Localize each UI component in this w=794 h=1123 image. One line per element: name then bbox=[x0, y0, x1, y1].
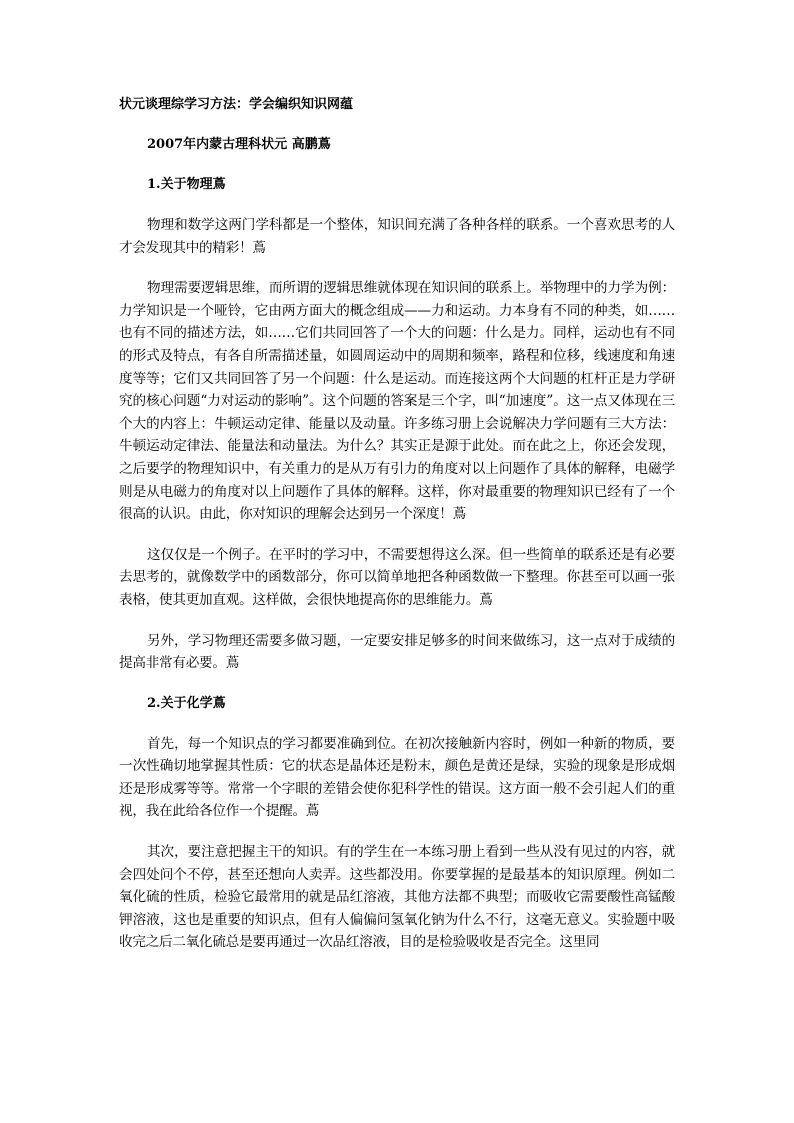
physics-paragraph-2: 物理需要逻辑思维，而所谓的逻辑思维就体现在知识间的联系上。举物理中的力学为例：力学知识是一个哑铃，它由两方面大的概念组成——力和运动。力本身有不同的种类，如……也有不同的描述方法，如……它们共同回答了一个大的问题：什么是力。同样，运动也有不同的形式及特点，有各自所需描述量，如圆周运动中的周期和频率，路程和位移，线速度和角速度等等；它们又共同回答了另一个问题：什么是运动。而连接这两个大问题的杠杆正是力学研究的核心问题“力对运动的影响”。这个问题的答案是三个字，叫“加速度”。这一点又体现在三个大的内容上：牛顿运动定律、能量以及动量。许多练习册上会说解决力学问题有三大方法：牛顿运动定律法、能量法和动量法。为什么？其实正是源于此处。而在此之上，你还会发现，之后要学的物理知识中，有关重力的是从万有引力的角度对以上问题作了具体的解释，电磁学则是从电磁力的角度对以上问题作了具体的解释。这样，你对最重要的物理知识已经有了一个很高的认识。由此，你对知识的理解会达到另一个深度！蔦 bbox=[119, 280, 675, 523]
physics-paragraph-1: 物理和数学这两门学科都是一个整体，知识间充满了各种各样的联系。一个喜欢思考的人才会发现其中的精彩！蔦 bbox=[119, 217, 675, 256]
section-heading-physics: 1.关于物理蔦 bbox=[147, 177, 226, 192]
document-page bbox=[119, 94, 675, 972]
chemistry-paragraph-1: 首先，每一个知识点的学习都要准确到位。在初次接触新内容时，例如一种新的物质，要一次性确切地掌握其性质：它的状态是晶体还是粉末，颜色是黄还是绿，实验的现象是形成烟还是形成雾等等。常常一个字眼的差错会使你犯科学性的错误。这方面一般不会引起人们的重视，我在此给各位作一个提醒。蔦 bbox=[119, 735, 675, 820]
author-line: 2007年内蒙古理科状元 高鹏蔦 bbox=[147, 137, 331, 152]
chemistry-paragraph-2: 其次，要注意把握主干的知识。有的学生在一本练习册上看到一些从没有见过的内容，就会四处问个不停，甚至还想向人卖弄。这些都没用。你要掌握的是最基本的知识原理。例如二氧化硫的性质，检验它最常用的就是品红溶液，其他方法都不典型；而吸收它需要酸性高锰酸钾溶液，这也是重要的知识点，但有人偏偏问氢氧化钠为什么不行，这毫无意义。实验题中吸收完之后二氧化硫总是要再通过一次品红溶液，目的是检验吸收是否完全。这里同 bbox=[119, 844, 675, 951]
document-title: 状元谈理综学习方法：学会编织知识网蕴 bbox=[119, 97, 354, 112]
physics-paragraph-3: 这仅仅是一个例子。在平时的学习中，不需要想得这么深。但一些简单的联系还是有必要去思考的，就像数学中的函数部分，你可以简单地把各种函数做一下整理。你甚至可以画一张表格，使其更加直观。这样做，会很快地提高你的思维能力。蔦 bbox=[119, 546, 675, 608]
section-heading-chemistry: 2.关于化学蔦 bbox=[147, 695, 226, 711]
physics-paragraph-4: 另外，学习物理还需要多做习题，一定要安排足够多的时间来做练习，这一点对于成绩的提高非常有必要。蔦 bbox=[119, 632, 675, 672]
